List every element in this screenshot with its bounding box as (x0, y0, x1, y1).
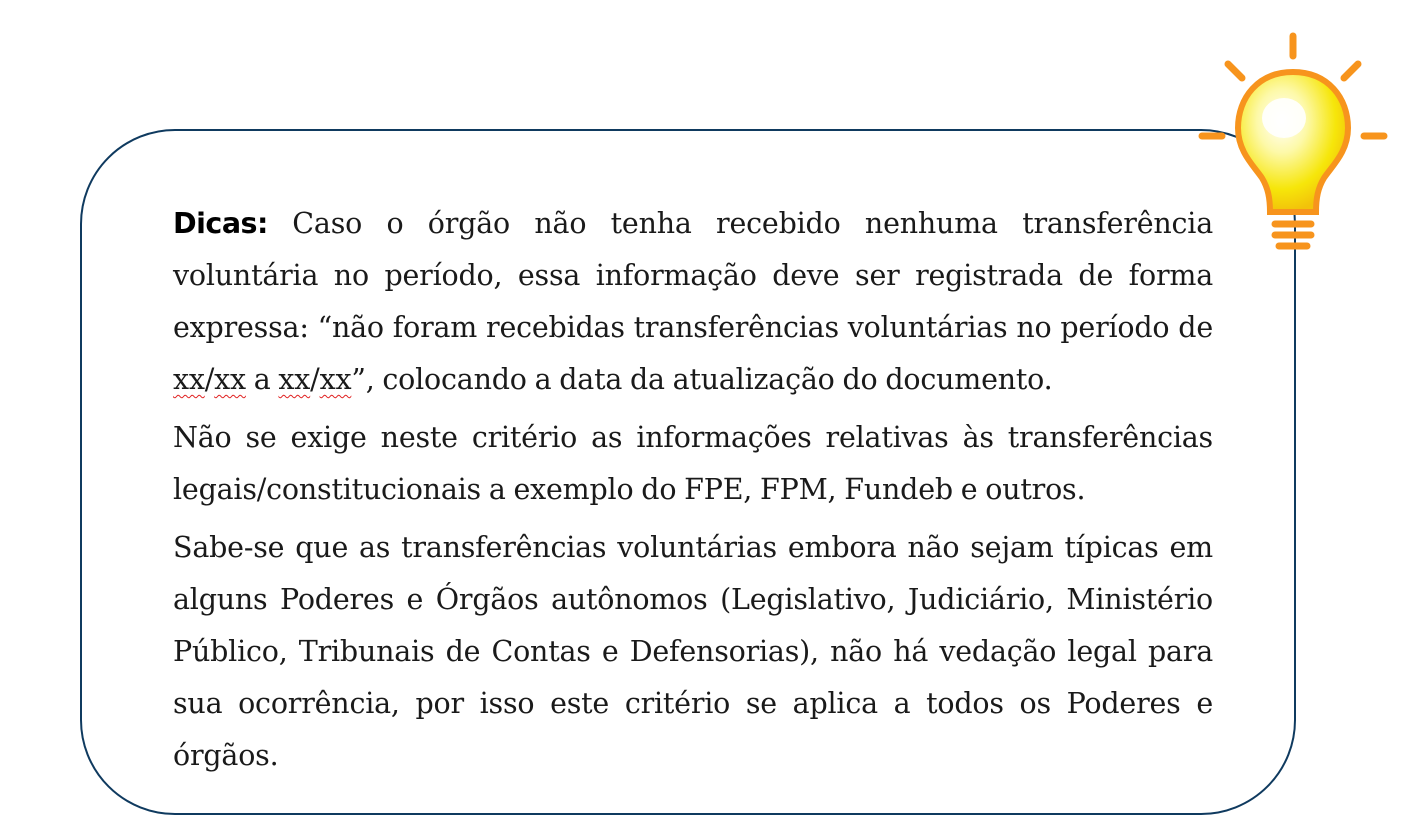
date-separator: a (245, 363, 279, 396)
tip-paragraph-2: Não se exige neste critério as informações relativas às transferências legais/constitucionais a exemplo do FPE, FPM, Fundeb e outros. (173, 421, 1213, 506)
tip-text (173, 198, 1213, 788)
date-placeholder: xx (319, 363, 352, 396)
tip-p1-text-a: Caso o órgão não tenha recebido nenhuma transferência voluntária no período, essa informação deve ser registrada de forma expressa: “não foram recebidas transferências voluntárias no período de (173, 207, 1213, 344)
date-placeholder: xx (173, 363, 205, 396)
lightbulb-icon (1196, 28, 1391, 260)
tip-paragraph-1 (173, 198, 1213, 406)
date-separator: / (310, 363, 320, 396)
date-separator: / (204, 363, 215, 396)
tip-p1-text-b: ”, colocando a data da atualização do documento. (351, 363, 1053, 396)
date-placeholder: xx (214, 363, 246, 396)
date-placeholder: xx (278, 363, 311, 396)
tip-label: Dicas: (173, 207, 268, 240)
tip-paragraph-3: Sabe-se que as transferências voluntárias embora não sejam típicas em alguns Poderes e Órgãos autônomos (Legislativo, Judiciário, Ministério Público, Tribunais de Contas e Defensorias), não há vedação legal para sua ocorrência, por isso este critério se aplica a todos os Poderes e órgãos. (173, 531, 1213, 772)
